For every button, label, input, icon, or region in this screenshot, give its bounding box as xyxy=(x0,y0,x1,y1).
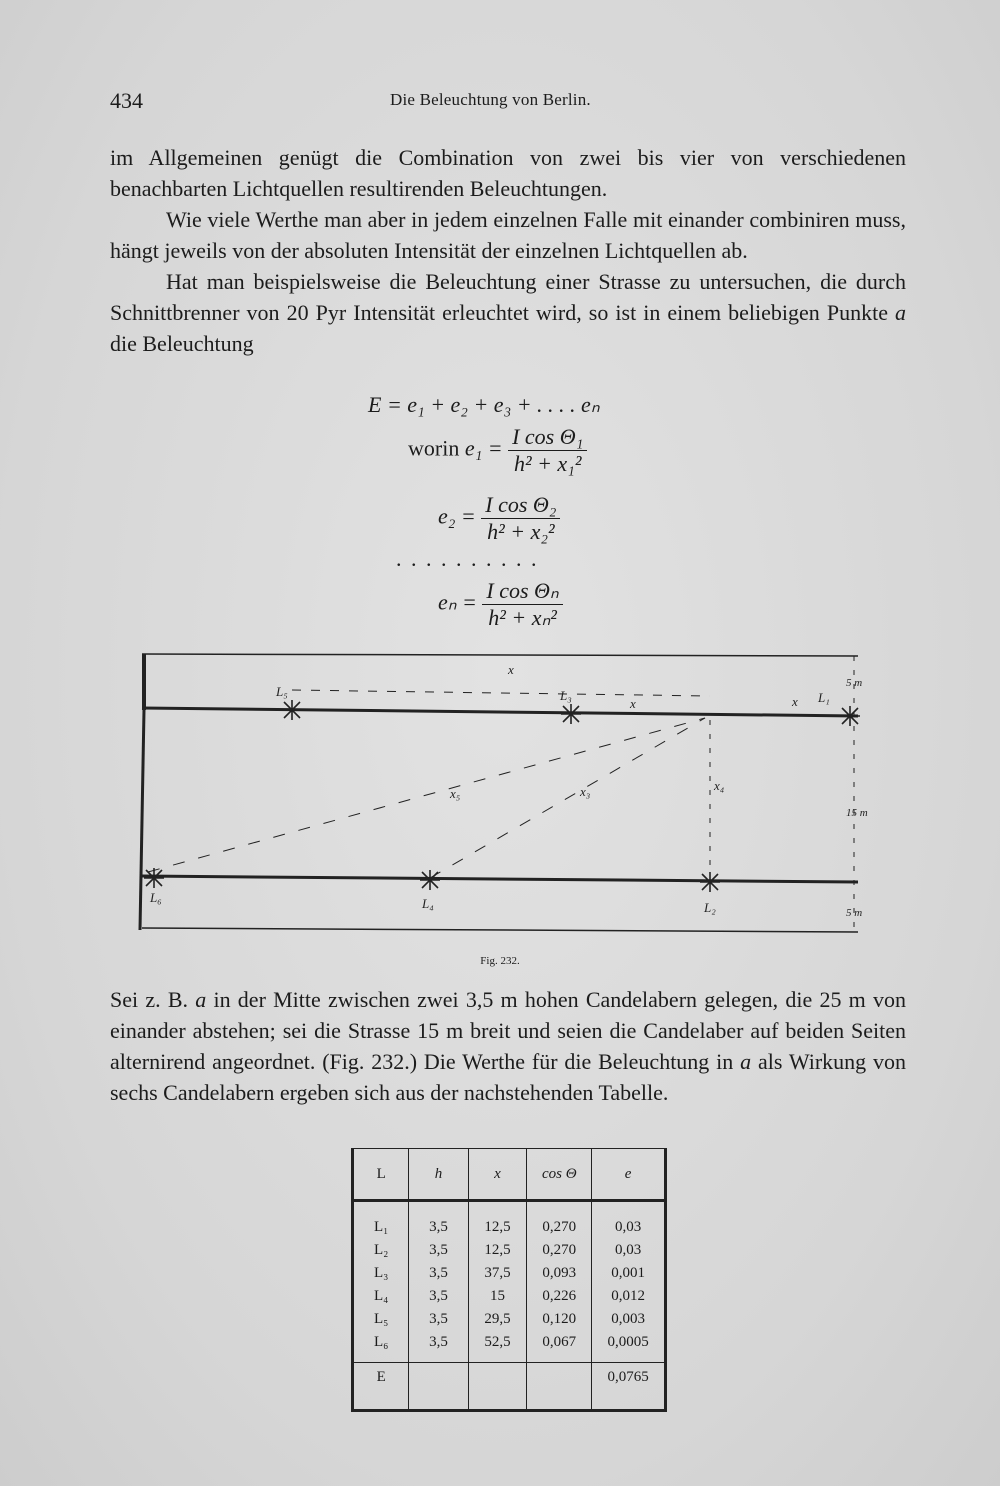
paragraph-2: Wie viele Werthe man aber in jedem einzelnen Falle mit einander combiniren muss, hängt jeweils von der absoluten Intensität der einzelnen Lichtquellen ab. xyxy=(110,207,906,263)
running-title: Die Beleuchtung von Berlin. xyxy=(390,90,591,109)
label-dim-bottom: 5 m xyxy=(846,907,863,919)
total-value: 0,0765 xyxy=(592,1363,666,1411)
formula-sum: E = e₁ + e₂ + e₃ + . . . . eₙ xyxy=(368,392,600,417)
paragraph-4: Sei z. B. a in der Mitte zwischen zwei 3,5 m hohen Candelabern gelegen, die 25 m von einander abstehen; sei die Strasse 15 m breit und seien die Candelaber auf beiden Seiten alternirend angeordnet. (Fig. 232.) Die Werthe für die Beleuchtung in a als Wirkung von sechs Candelabern ergeben sich aus der nachstehenden Tabelle. xyxy=(110,987,907,1105)
table-row: L₄ 3,5 15 0,226 0,012 xyxy=(353,1285,666,1308)
lamp-markers xyxy=(144,700,860,892)
label-dim-top: 5 m xyxy=(846,677,863,689)
lamp-L2 xyxy=(700,872,720,892)
worin-label: worin xyxy=(408,435,460,461)
ray-x3 xyxy=(148,718,705,872)
label-L3: L₃ xyxy=(560,688,572,703)
paragraph-1: im Allgemeinen genügt die Combination von zwei bis vier von verschiedenen benachbarten Lichtquellen resultirenden Beleuchtungen. xyxy=(110,145,906,201)
formula-e2: e₂ = $\frac{\text{I cos Θ₂}}{\text{h² + x₂²}}$ xyxy=(438,492,560,545)
label-L1: L₁ xyxy=(818,690,830,705)
col-header-L: L xyxy=(353,1149,409,1201)
ray-x1 xyxy=(430,718,705,878)
ray-x5 xyxy=(292,690,710,696)
col-header-e: e xyxy=(592,1149,666,1201)
col-header-cos: cos Θ xyxy=(527,1149,592,1201)
page-number: 434 xyxy=(110,88,143,113)
col-header-x: x xyxy=(468,1149,527,1201)
lamp-L6 xyxy=(144,868,164,888)
street-edge-top xyxy=(142,654,858,656)
lamp-L3 xyxy=(561,704,581,724)
table-row: L₅ 3,5 29,5 0,120 0,003 xyxy=(353,1308,666,1331)
hatched-edge-left xyxy=(140,710,144,930)
street-diagram-figure xyxy=(130,640,870,950)
table-row: L₃ 3,5 37,5 0,093 0,001 xyxy=(353,1262,666,1285)
label-L6: L₆ xyxy=(150,890,162,905)
illumination-table xyxy=(351,1148,667,1412)
figure-caption: Fig. 232. xyxy=(480,955,520,967)
label-L4: L₄ xyxy=(422,896,434,911)
paragraph-3: Hat man beispielsweise die Beleuchtung einer Strasse zu untersuchen, die durch Schnittbrenner von 20 Pyr Intensität erleuchtet wird, so ist in einem beliebigen Punkte a die Beleuchtung xyxy=(110,269,907,356)
body-text-top xyxy=(110,142,906,359)
table-row: L₆ 3,5 52,5 0,067 0,0005 xyxy=(353,1331,666,1363)
label-x4: x₄ xyxy=(714,778,725,793)
formula-dots: . . . . . . . . . . xyxy=(396,546,539,571)
formula-en: eₙ = $\frac{\text{I cos Θₙ}}{\text{h² + xₙ²}}$ xyxy=(438,578,563,631)
lamp-L4 xyxy=(420,870,440,890)
label-x3: x₃ xyxy=(580,784,591,799)
label-L5: L₅ xyxy=(276,684,288,699)
label-L2: L₂ xyxy=(704,900,716,915)
table-header-row xyxy=(353,1149,666,1201)
table-row: L₁ 3,5 12,5 0,270 0,03 xyxy=(353,1201,666,1240)
curb-line-bottom xyxy=(142,876,858,882)
street-edge-bottom xyxy=(142,928,858,932)
body-text-bottom xyxy=(110,984,906,1108)
label-x-mid: x xyxy=(630,696,636,711)
curb-line-top xyxy=(142,708,858,716)
formula-e1: worin e₁ = $\frac{\text{I cos Θ₁}}{\text{h² + x₁²}}$ xyxy=(408,424,587,477)
label-x5: x₅ xyxy=(450,786,461,801)
col-header-h: h xyxy=(409,1149,468,1201)
label-x: x xyxy=(508,662,514,677)
label-dim-mid: 15 m xyxy=(846,807,868,819)
label-x-right: x xyxy=(792,694,798,709)
lamp-L1 xyxy=(840,706,860,726)
table-row: L₂ 3,5 12,5 0,270 0,03 xyxy=(353,1239,666,1262)
point-a-var: a xyxy=(895,300,907,325)
lamp-L5 xyxy=(282,700,302,720)
page-header xyxy=(110,88,910,118)
table-total-row: E 0,0765 xyxy=(353,1363,666,1411)
